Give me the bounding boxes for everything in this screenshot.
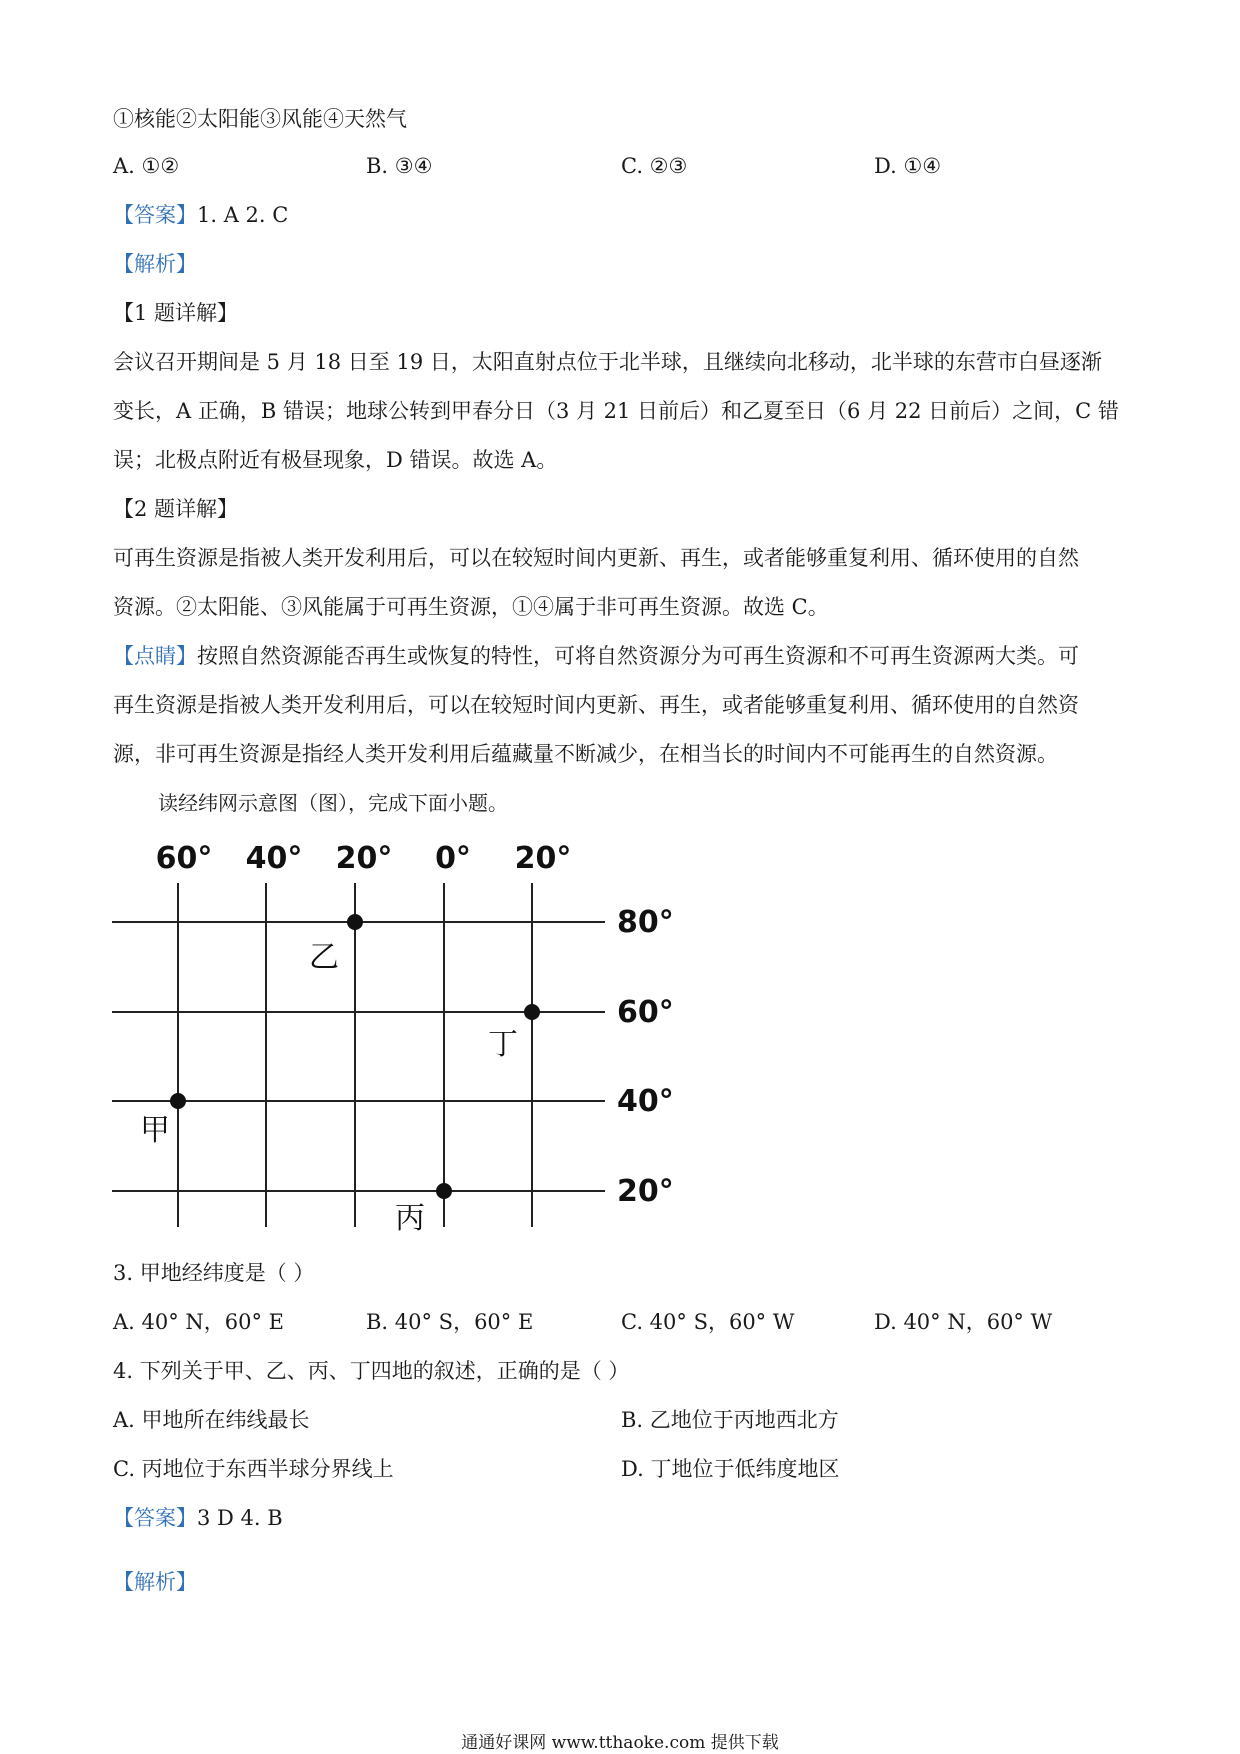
- question-4-stem: 4. 下列关于甲、乙、丙、丁四地的叙述，正确的是（ ）: [113, 1359, 630, 1383]
- q4-option-a: A. 甲地所在纬线最长: [113, 1408, 310, 1432]
- detail-1-line-3: 误；北极点附近有极昼现象，D 错误。故选 A。: [113, 448, 558, 472]
- point-bing-label: 丙: [395, 1201, 425, 1236]
- tip-line-3: 源，非可再生资源是指经人类开发利用后蕴藏量不断减少，在相当长的时间内不可能再生的自然资源。: [113, 742, 1058, 766]
- longitude-label: 60°: [155, 841, 213, 876]
- latitude-label: 20°: [617, 1174, 674, 1209]
- longitude-label: 20°: [335, 841, 393, 876]
- q4-option-b: B. 乙地位于丙地西北方: [621, 1408, 839, 1432]
- latitude-label: 40°: [617, 1084, 674, 1119]
- question-3-stem: 3. 甲地经纬度是（ ）: [113, 1261, 315, 1285]
- answer-text: 1. A 2. C: [197, 203, 289, 227]
- longitude-label: 0°: [435, 841, 471, 876]
- longitude-label: 40°: [245, 841, 303, 876]
- answer-tag: 【答案】: [113, 203, 197, 227]
- detail-2-line-2: 资源。②太阳能、③风能属于可再生资源，①④属于非可再生资源。故选 C。: [113, 595, 829, 619]
- q4-option-d: D. 丁地位于低纬度地区: [621, 1457, 840, 1481]
- point-ding-marker: [524, 1004, 540, 1020]
- q2-option-d: D. ①④: [874, 154, 942, 178]
- point-bing-marker: [436, 1183, 452, 1199]
- point-jia-label: 甲: [140, 1113, 170, 1148]
- latitude-label: 60°: [617, 995, 674, 1030]
- analysis-tag: 【解析】: [113, 1570, 197, 1594]
- q3-option-d: D. 40° N，60° W: [874, 1310, 1053, 1334]
- answer-3-4: [113, 1503, 283, 1533]
- answer-tag: 【答案】: [113, 1506, 197, 1530]
- point-yi-label: 乙: [309, 940, 339, 975]
- latitude-label: 80°: [617, 905, 674, 940]
- point-jia-marker: [170, 1093, 186, 1109]
- tip-tag: 【点睛】: [113, 644, 197, 668]
- diagram-intro: 读经纬网示意图（图），完成下面小题。: [158, 791, 508, 815]
- page-footer: 通通好课网 www.tthaoke.com 提供下载: [461, 1733, 779, 1753]
- tip-line-2: 再生资源是指被人类开发利用后，可以在较短时间内更新、再生，或者能够重复利用、循环使用的自然资: [113, 693, 1079, 717]
- q2-option-a: A. ①②: [113, 154, 180, 178]
- q3-option-b: B. 40° S，60° E: [366, 1310, 534, 1334]
- analysis-tag: 【解析】: [113, 252, 197, 276]
- answer-text: 3 D 4. B: [197, 1506, 283, 1530]
- q4-option-c: C. 丙地位于东西半球分界线上: [113, 1457, 394, 1481]
- point-yi-marker: [347, 914, 363, 930]
- detail-2-line-1: 可再生资源是指被人类开发利用后，可以在较短时间内更新、再生，或者能够重复利用、循环使用的自然: [113, 546, 1079, 570]
- question-2-choices-intro: ①核能②太阳能③风能④天然气: [113, 107, 407, 131]
- longitude-label: 20°: [514, 841, 572, 876]
- detail-1-line-1: 会议召开期间是 5 月 18 日至 19 日，太阳直射点位于北半球，且继续向北移动，北半球的东营市白昼逐渐: [113, 350, 1102, 374]
- q2-option-b: B. ③④: [366, 154, 433, 178]
- detail-2-title: 【2 题详解】: [113, 497, 239, 521]
- detail-1-line-2: 变长，A 正确，B 错误；地球公转到甲春分日（3 月 21 日前后）和乙夏至日（6 月 22 日前后）之间，C 错: [113, 399, 1119, 423]
- q2-option-c: C. ②③: [621, 154, 688, 178]
- tip-text-1: 按照自然资源能否再生或恢复的特性，可将自然资源分为可再生资源和不可再生资源两大类。可: [197, 644, 1079, 668]
- detail-1-title: 【1 题详解】: [113, 301, 239, 325]
- q3-option-a: A. 40° N，60° E: [113, 1310, 285, 1334]
- point-ding-label: 丁: [488, 1027, 518, 1062]
- q3-option-c: C. 40° S，60° W: [621, 1310, 795, 1334]
